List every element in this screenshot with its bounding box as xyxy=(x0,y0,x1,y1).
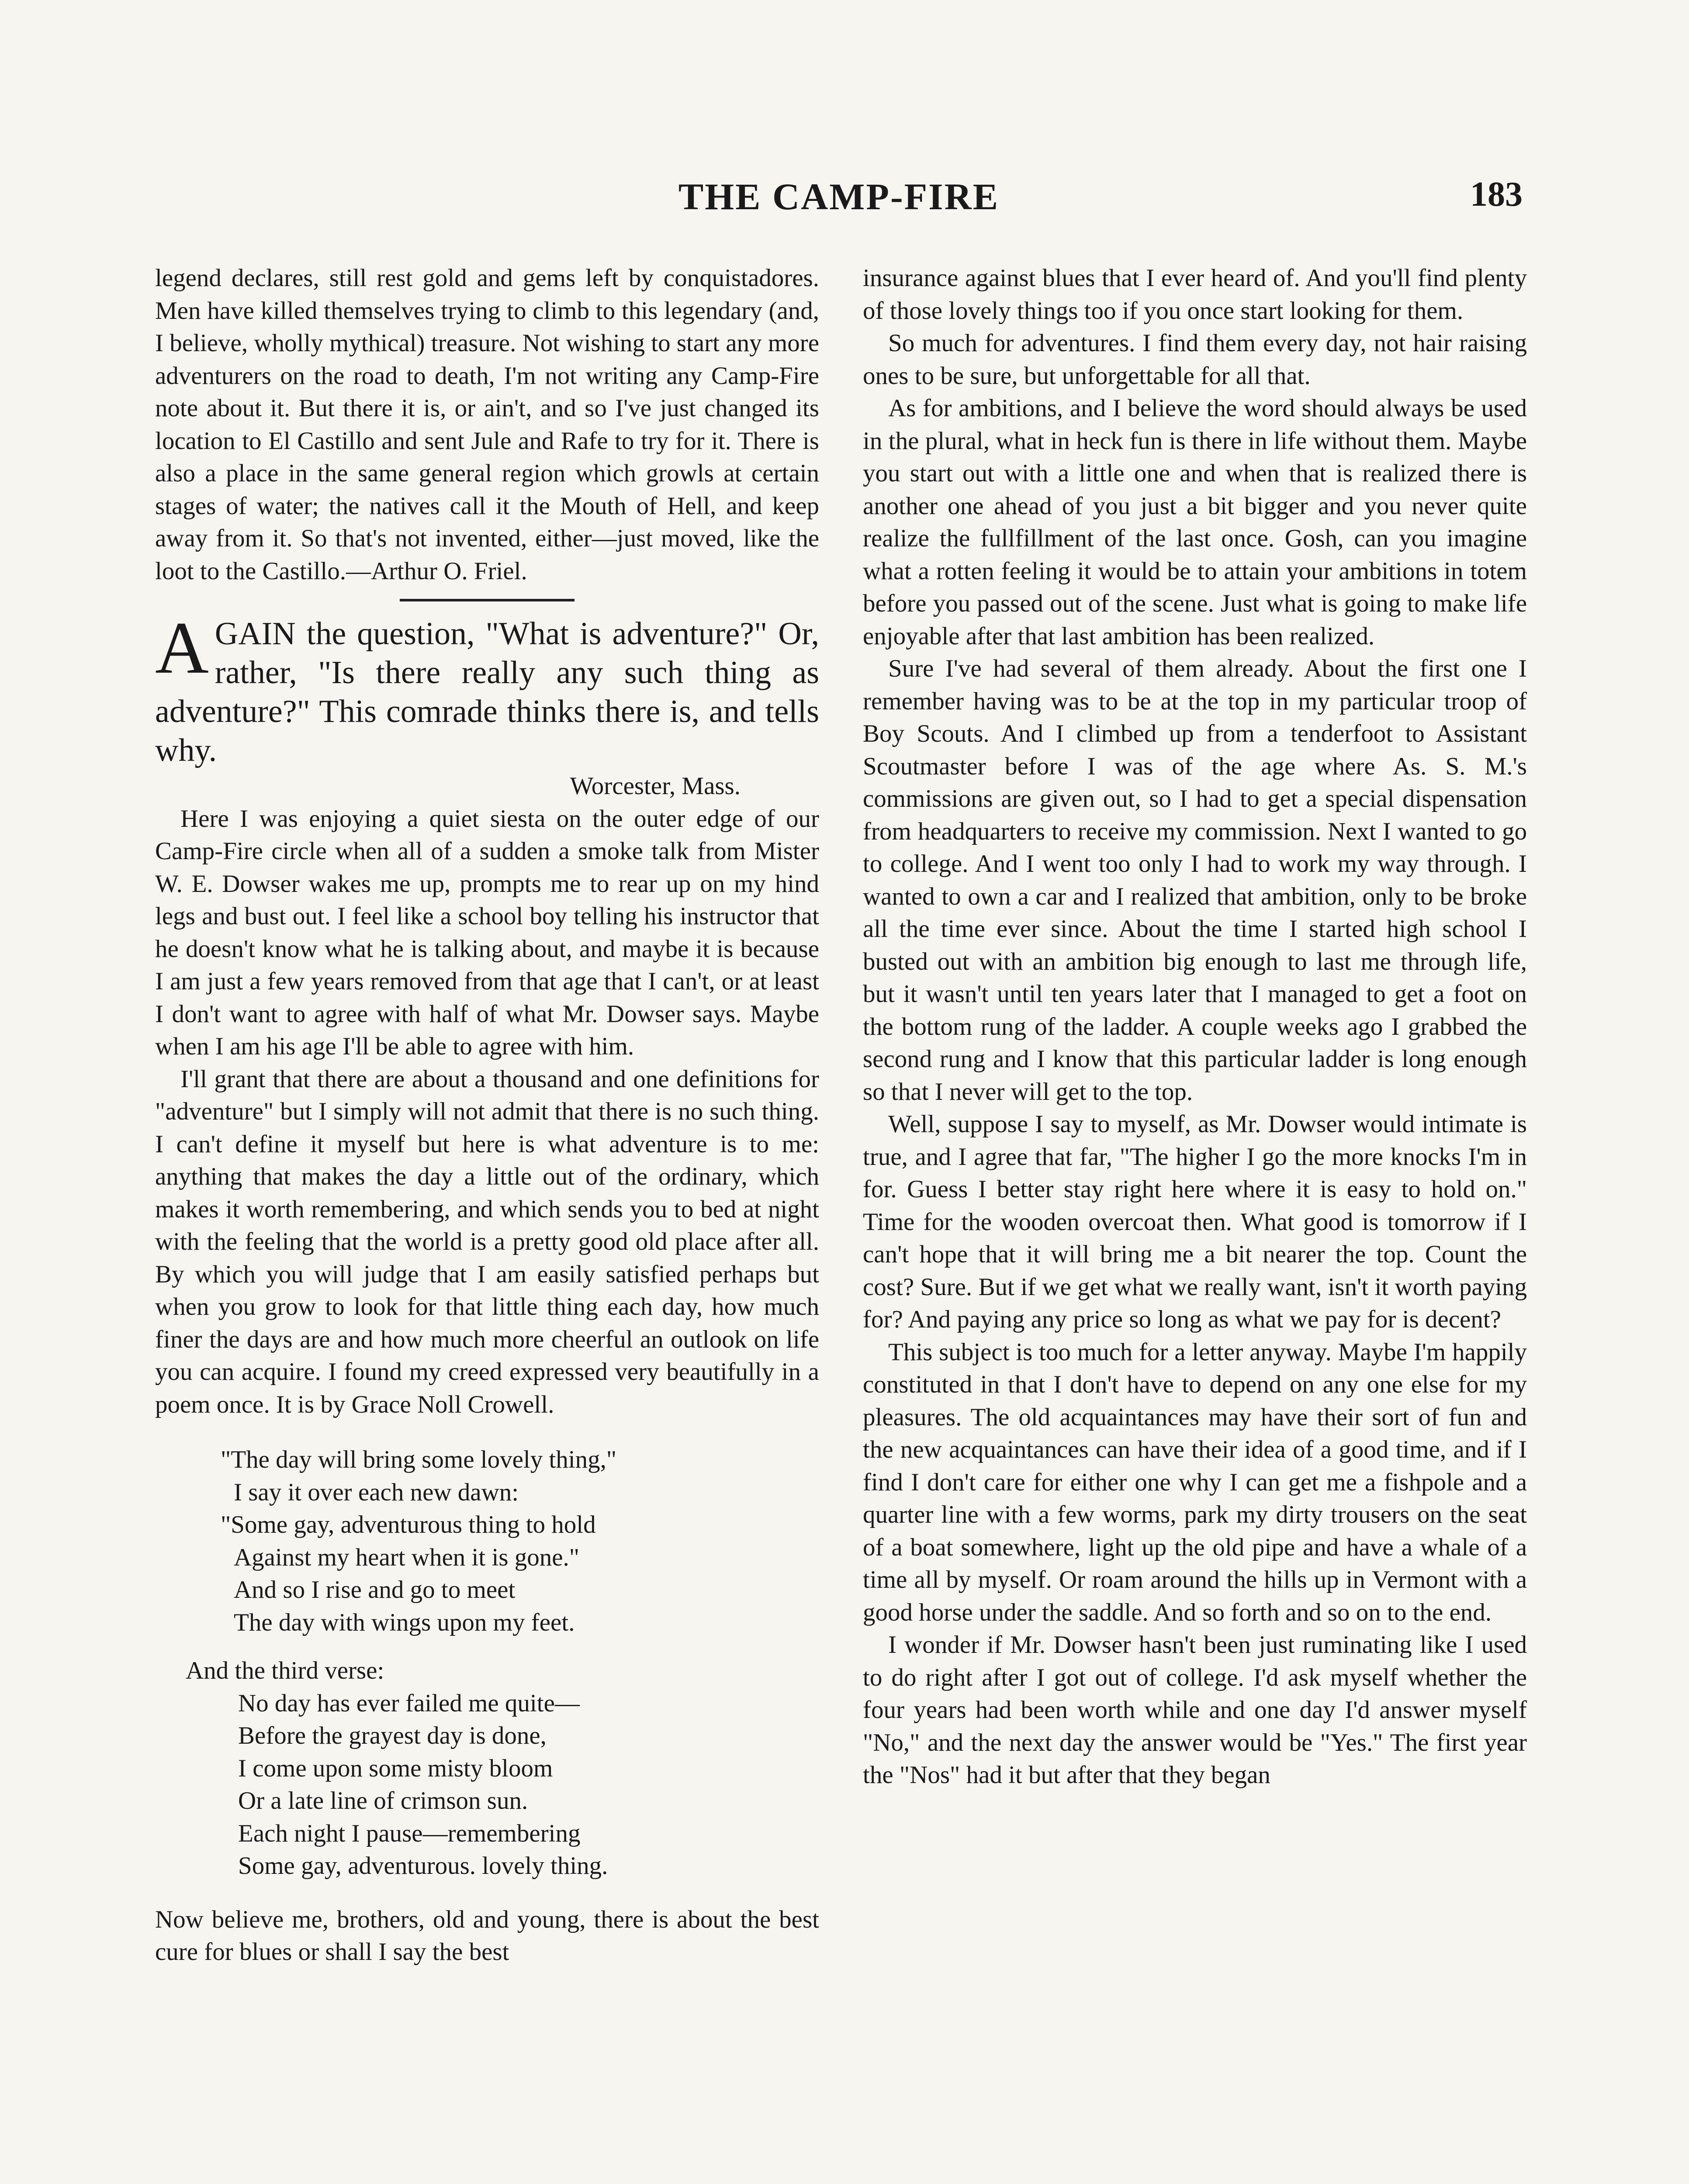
verse-line: Some gay, adventurous. lovely thing. xyxy=(238,1852,608,1880)
paragraph-continued: insurance against blues that I ever heard of. And you'll find plenty of those lovely things too if you once start looking for them. xyxy=(863,264,1527,325)
left-column xyxy=(155,262,819,1969)
section-divider xyxy=(400,599,575,601)
lead-paragraph xyxy=(155,607,819,770)
paragraph: Sure I've had several of them already. About the first one I remember having was to be at the top in my particular troop of Boy Scouts. And I climbed up from a tenderfoot to Assistant Scoutmaster before I was of the age where As. S. M.'s commissions are given out, so I had to get a special dispensation from headquarters to receive my commission. Next I wanted to go to college. And I went too only I had to work my way through. I wanted to own a car and I realized that ambition, only to be broke all the time ever since. About the time I started high school I busted out with an ambition big enough to last me through life, but it wasn't until ten years later that I managed to get a foot on the bottom rung of the ladder. A couple weeks ago I grabbed the second rung and I know that this particular ladder is long enough so that I never will get to the top. xyxy=(863,655,1527,1106)
lead-text: GAIN the question, "What is adventure?" Or, rather, "Is there really any such thing as adventure?" This comrade thinks there is, and tells why. xyxy=(155,616,819,768)
page-number: 183 xyxy=(1470,175,1523,214)
paragraph: This subject is too much for a letter anyway. Maybe I'm happily constituted in that I don't have to depend on any one else for my pleasures. The old acquaintances may have their sort of fun and the new acquaintances can have their idea of a good time, and if I find I don't care for either one why I can get me a fishpole and a quarter line with a few worms, park my dirty trousers on the seat of a boat somewhere, light up the old pipe and have a whale of a time all by myself. Or roam around the hills up in Vermont with a good horse under the saddle. And so forth and so on to the end. xyxy=(863,1338,1527,1626)
running-header xyxy=(155,175,1523,223)
dateline: Worcester, Mass. xyxy=(570,772,741,800)
drop-cap: A xyxy=(155,607,209,689)
verse-line: "The day will bring some lovely thing," xyxy=(221,1446,617,1473)
paragraph: Here I was enjoying a quiet siesta on the outer edge of our Camp-Fire circle when all of a sudden a smoke talk from Mister W. E. Dowser wakes me up, prompts me to rear up on my hind legs and bust out. I feel like a school boy telling his instructor that he doesn't know what he is talking about, and maybe it is because I am just a few years removed from that age that I can't, or at least I don't want to agree with half of what Mr. Dowser says. Maybe when I am his age I'll be able to agree with him. xyxy=(155,805,819,1060)
verse-line: And so I rise and go to meet xyxy=(234,1576,516,1603)
verse-line: Against my heart when it is gone." xyxy=(234,1543,580,1571)
running-title: THE CAMP-FIRE xyxy=(678,176,1000,218)
paragraph: So much for adventures. I find them every day, not hair raising ones to be sure, but unforgettable for all that. xyxy=(863,329,1527,390)
right-column xyxy=(863,262,1527,1792)
paragraph: I'll grant that there are about a thousand and one definitions for "adventure" but I simply will not admit that there is no such thing. I can't define it myself but here is what adventure is to me: anything that makes the day a little out of the ordinary, which makes it worth remembering, and which sends you to bed at night with the feeling that the world is a pretty good old place after all. By which you will judge that I am easily satisfied perhaps but when you grow to look for that little thing each day, how much finer the days are and how much more cheerful an outlook on life you can acquire. I found my creed expressed very beautifully in a poem once. It is by Grace Noll Crowell. xyxy=(155,1065,819,1418)
verse-line: Or a late line of crimson sun. xyxy=(238,1787,528,1814)
paragraph: I wonder if Mr. Dowser hasn't been just ruminating like I used to do right after I got out of college. I'd ask myself whether the four years had been worth while and one day I'd answer myself "No," and the next day the answer would be "Yes." The first year the "Nos" had it but after that they began xyxy=(863,1631,1527,1789)
paragraph: Now believe me, brothers, old and young, there is about the best cure for blues or shall I say the best xyxy=(155,1905,819,1966)
paragraph-continued: legend declares, still rest gold and gems left by conquistadores. Men have killed themselves trying to climb to this legendary (and, I believe, wholly mythical) treasure. Not wishing to start any more adventurers on the road to death, I'm not writing any Camp-Fire note about it. But there it is, or ain't, and so I've just changed its location to El Castillo and sent Jule and Rafe to try for it. There is also a place in the same general region which growls at certain stages of water; the natives call it the Mouth of Hell, and keep away from it. So that's not invented, either—just moved, like the loot to the Castillo.—Arthur O. Friel. xyxy=(155,264,819,585)
verse-line: I come upon some misty bloom xyxy=(238,1754,553,1782)
verse-line: I say it over each new dawn: xyxy=(234,1478,519,1506)
verse-line: Before the grayest day is done, xyxy=(238,1722,547,1749)
verse-line: No day has ever failed me quite— xyxy=(238,1689,580,1717)
paragraph: Well, suppose I say to myself, as Mr. Dowser would intimate is true, and I agree that far, "The higher I go the more knocks I'm in for. Guess I better stay right here where it is easy to hold on." Time for the wooden overcoat then. What good is tomorrow if I can't hope that it will bring me a bit nearer the top. Count the cost? Sure. But if we get what we really want, isn't it worth paying for? And paying any price so long as what we pay for is decent? xyxy=(863,1110,1527,1333)
verse-line: Each night I pause—remembering xyxy=(238,1819,581,1847)
poem-verse-1 xyxy=(155,1444,819,1883)
paragraph: As for ambitions, and I believe the word should always be used in the plural, what in heck fun is there in life without them. Maybe you start out with a little one and when that is realized there is another one ahead of you just a bit bigger and you never quite realize the fullfillment of the last once. Gosh, can you imagine what a rotten feeling it would be to attain your ambitions in totem before you passed out of the scene. Just what is going to make life enjoyable after that last ambition has been realized. xyxy=(863,394,1527,650)
third-verse-label: And the third verse: xyxy=(186,1657,384,1684)
verse-line: The day with wings upon my feet. xyxy=(234,1608,575,1636)
verse-line: "Some gay, adventurous thing to hold xyxy=(221,1511,596,1538)
